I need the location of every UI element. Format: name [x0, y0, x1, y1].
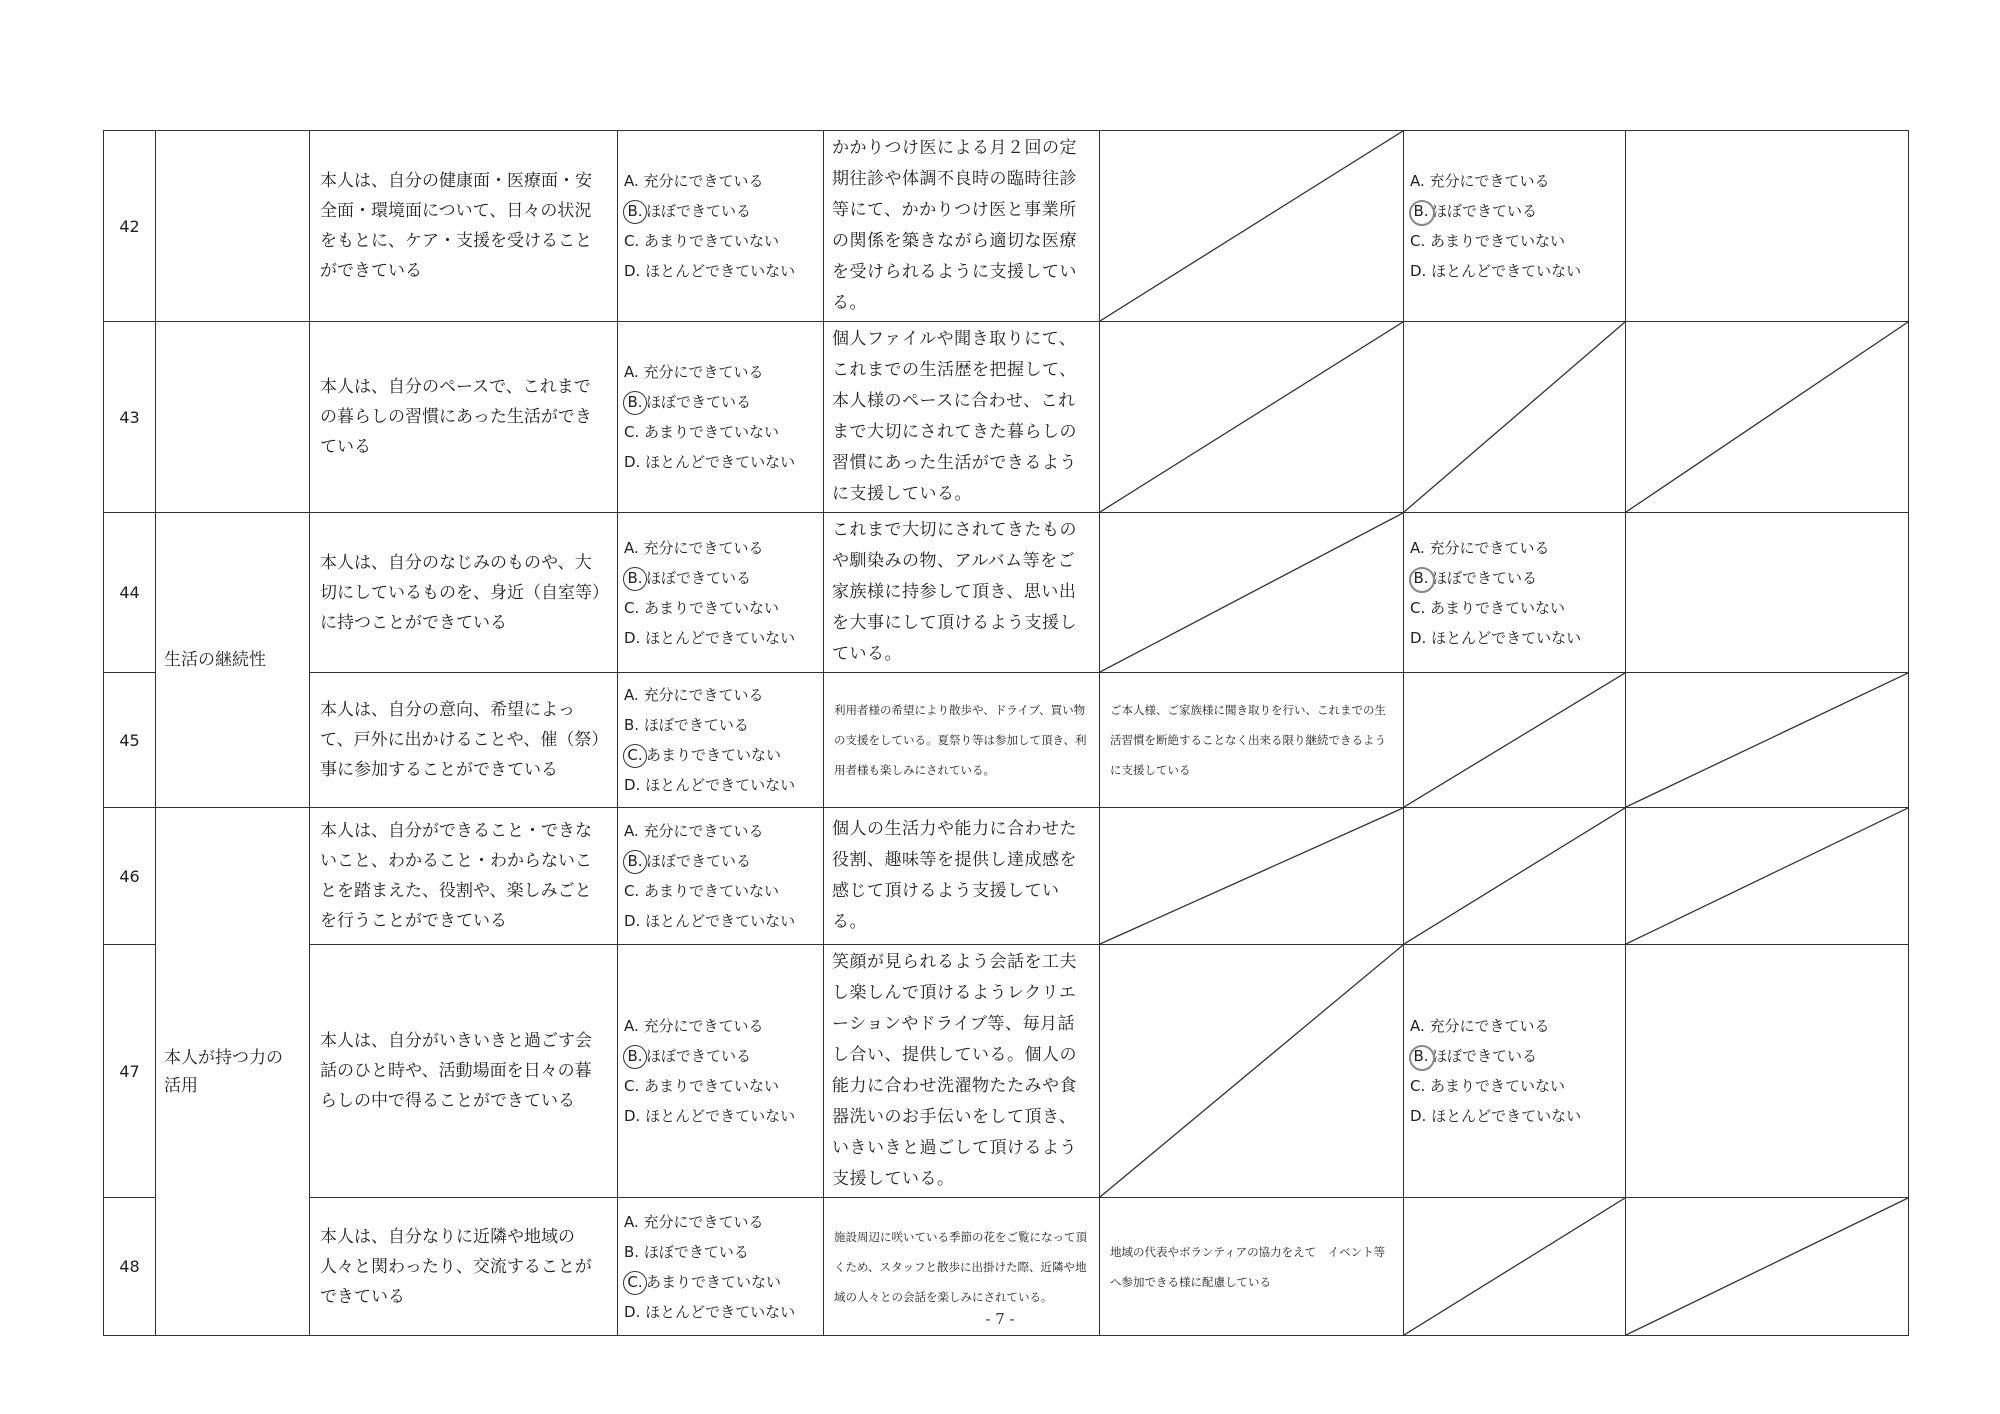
external-evaluation-cell [1404, 322, 1626, 513]
blank-cell [1626, 808, 1909, 945]
external-comment: 地域の代表やボランティアの協力をえて イベント等へ参加できる様に配慮している [1100, 1198, 1404, 1336]
row-number: 43 [104, 322, 156, 513]
external-evaluation-cell [1404, 808, 1626, 945]
option-d: D. ほとんどできていない [1410, 628, 1582, 647]
external-evaluation-options [1404, 945, 1626, 1198]
external-comment-cell [1100, 945, 1404, 1198]
evaluation-item: 本人は、自分なりに近隣や地域の人々と関わったり、交流することができている [310, 1198, 618, 1336]
option-a: A. 充分にできている [1410, 538, 1550, 557]
option-d: D. ほとんどできていない [624, 453, 796, 471]
option-a: A. 充分にできている [624, 686, 764, 704]
option-c: C. あまりできていない [624, 232, 780, 250]
option-b: B. ほぼできている [624, 716, 749, 734]
option-c-selected: C. あまりできていない [624, 740, 817, 770]
option-a: A. 充分にできている [624, 172, 764, 190]
diagonal-slash [1100, 808, 1403, 944]
row-number: 48 [104, 1198, 156, 1336]
category-label-line: 活用 [164, 1075, 198, 1096]
external-comment-cell [1100, 808, 1404, 945]
self-evaluation-options [618, 513, 824, 673]
self-evaluation-options [618, 673, 824, 808]
option-b-selected: B. ほぼできている [624, 1041, 817, 1071]
evaluation-item: 本人は、自分ができること・できないこと、わかること・わからないことを踏まえた、役割や、楽しみごとを行うことができている [310, 808, 618, 945]
selected-circle-mark: B. [624, 563, 646, 593]
table-row [104, 513, 1909, 673]
option-d: D. ほとんどできていない [1410, 1107, 1582, 1125]
selected-circle-mark: B. [1410, 563, 1432, 593]
evaluation-item: 本人は、自分のペースで、これまでの暮らしの習慣にあった生活ができている [310, 322, 618, 513]
evaluation-item: 本人は、自分の健康面・医療面・安全面・環境面について、日々の状況をもとに、ケア・支援を受けることができている [310, 131, 618, 322]
option-b-selected: B. ほぼできている [1410, 196, 1619, 226]
option-d: D. ほとんどできていない [624, 1302, 796, 1321]
category-label: 生活の継続性 [156, 513, 310, 808]
practice-comment: かかりつけ医による月２回の定期往診や体調不良時の臨時往診等にて、かかりつけ医と事業所の関係を築きながら適切な医療を受けられるように支援している。 [824, 131, 1100, 322]
selected-circle-mark: C. [624, 1267, 646, 1297]
option-a: A. 充分にできている [624, 1212, 764, 1231]
external-evaluation-options [1404, 131, 1626, 322]
practice-comment: 個人の生活力や能力に合わせた役割、趣味等を提供し達成感を感じて頂けるよう支援している。 [824, 808, 1100, 945]
practice-comment: 施設周辺に咲いている季節の花をご覧になって頂くため、スタッフと散歩に出掛けた際、近隣や地域の人々との会話を楽しみにされている。 [824, 1198, 1100, 1336]
practice-comment: 笑顔が見られるよう会話を工夫し楽しんで頂けるようレクリエーションやドライブ等、毎月話し合い、提供している。個人の能力に合わせ洗濯物たたみや食器洗いのお手伝いをして頂き、いきいきと過ごして頂けるよう支援している。 [824, 945, 1100, 1198]
selected-circle-mark: C. [624, 740, 646, 770]
diagonal-slash [1404, 808, 1625, 944]
table-row [104, 673, 1909, 808]
option-d: D. ほとんどできていない [624, 776, 796, 794]
blank-cell [1626, 131, 1909, 322]
diagonal-slash [1100, 322, 1403, 512]
row-number: 45 [104, 673, 156, 808]
option-c: C. あまりできていない [1410, 232, 1566, 250]
option-b-selected: B. ほぼできている [1410, 563, 1619, 593]
evaluation-item: 本人は、自分のなじみのものや、大切にしているものを、身近（自室等）に持つことができている [310, 513, 618, 673]
option-c: C. あまりできていない [624, 423, 780, 441]
selected-circle-mark: B. [624, 196, 646, 226]
diagonal-slash [1100, 131, 1403, 321]
external-comment-cell [1100, 322, 1404, 513]
option-a: A. 充分にできている [624, 363, 764, 381]
option-b-selected: B. ほぼできている [624, 196, 817, 226]
practice-comment: これまで大切にされてきたものや馴染みの物、アルバム等をご家族様に持参して頂き、思い出を大事にして頂けるよう支援している。 [824, 513, 1100, 673]
blank-cell [1626, 673, 1909, 808]
option-d: D. ほとんどできていない [624, 628, 796, 647]
option-d: D. ほとんどできていない [624, 1107, 796, 1125]
option-c-selected: C. あまりできていない [624, 1267, 817, 1297]
row-number: 46 [104, 808, 156, 945]
external-comment: ご本人様、ご家族様に聞き取りを行い、これまでの生活習慣を断絶することなく出来る限り継続できるように支援している [1100, 673, 1404, 808]
diagonal-slash [1626, 322, 1908, 512]
external-comment-cell [1100, 513, 1404, 673]
blank-cell [1626, 513, 1909, 673]
option-d: D. ほとんどできていない [624, 912, 796, 930]
self-evaluation-options [618, 131, 824, 322]
option-c: C. あまりできていない [624, 598, 780, 617]
category-cell [156, 131, 310, 322]
evaluation-item: 本人は、自分がいきいきと過ごす会話のひと時や、活動場面を日々の暮らしの中で得ることができている [310, 945, 618, 1198]
option-a: A. 充分にできている [624, 822, 764, 840]
category-label-line: 本人が持つ力の [164, 1047, 283, 1068]
category-cell [156, 322, 310, 513]
option-c: C. あまりできていない [1410, 1077, 1566, 1095]
diagonal-slash [1404, 322, 1625, 512]
option-a: A. 充分にできている [1410, 172, 1550, 190]
diagonal-slash [1100, 945, 1403, 1197]
option-c: C. あまりできていない [624, 1077, 780, 1095]
table-row [104, 945, 1909, 1198]
page-number: - 7 - [985, 1310, 1015, 1328]
option-d: D. ほとんどできていない [624, 262, 796, 280]
diagonal-slash [1404, 673, 1625, 807]
row-number: 47 [104, 945, 156, 1198]
practice-comment: 個人ファイルや聞き取りにて、これまでの生活歴を把握して、本人様のペースに合わせ、これまで大切にされてきた暮らしの習慣にあった生活ができるように支援している。 [824, 322, 1100, 513]
selected-circle-mark: B. [624, 1041, 646, 1071]
option-c: C. あまりできていない [624, 882, 780, 900]
option-b: B. ほぼできている [624, 1242, 749, 1261]
diagonal-slash [1626, 808, 1908, 944]
row-number: 44 [104, 513, 156, 673]
blank-cell [1626, 945, 1909, 1198]
option-d: D. ほとんどできていない [1410, 262, 1582, 280]
external-comment-cell [1100, 131, 1404, 322]
selected-circle-mark: B. [1410, 196, 1432, 226]
row-number: 42 [104, 131, 156, 322]
selected-circle-mark: B. [624, 387, 646, 417]
self-evaluation-options [618, 808, 824, 945]
option-a: A. 充分にできている [624, 1017, 764, 1035]
selected-circle-mark: B. [624, 846, 646, 876]
option-a: A. 充分にできている [624, 538, 764, 557]
option-b-selected: B. ほぼできている [1410, 1041, 1619, 1071]
evaluation-table [103, 130, 1909, 1336]
self-evaluation-options [618, 322, 824, 513]
evaluation-item: 本人は、自分の意向、希望によって、戸外に出かけることや、催（祭）事に参加することができている [310, 673, 618, 808]
blank-cell [1626, 322, 1909, 513]
practice-comment: 利用者様の希望により散歩や、ドライブ、買い物の支援をしている。夏祭り等は参加して頂き、利用者様も楽しみにされている。 [824, 673, 1100, 808]
option-b-selected: B. ほぼできている [624, 846, 817, 876]
category-label [156, 808, 310, 1336]
option-c: C. あまりできていない [1410, 598, 1566, 617]
table-row [104, 322, 1909, 513]
external-evaluation-options [1404, 513, 1626, 673]
diagonal-slash [1100, 513, 1403, 672]
table-row [104, 131, 1909, 322]
option-b-selected: B. ほぼできている [624, 387, 817, 417]
self-evaluation-options [618, 945, 824, 1198]
table-row [104, 808, 1909, 945]
diagonal-slash [1626, 673, 1908, 807]
option-b-selected: B. ほぼできている [624, 563, 817, 593]
option-a: A. 充分にできている [1410, 1017, 1550, 1035]
selected-circle-mark: B. [1410, 1041, 1432, 1071]
external-evaluation-cell [1404, 673, 1626, 808]
